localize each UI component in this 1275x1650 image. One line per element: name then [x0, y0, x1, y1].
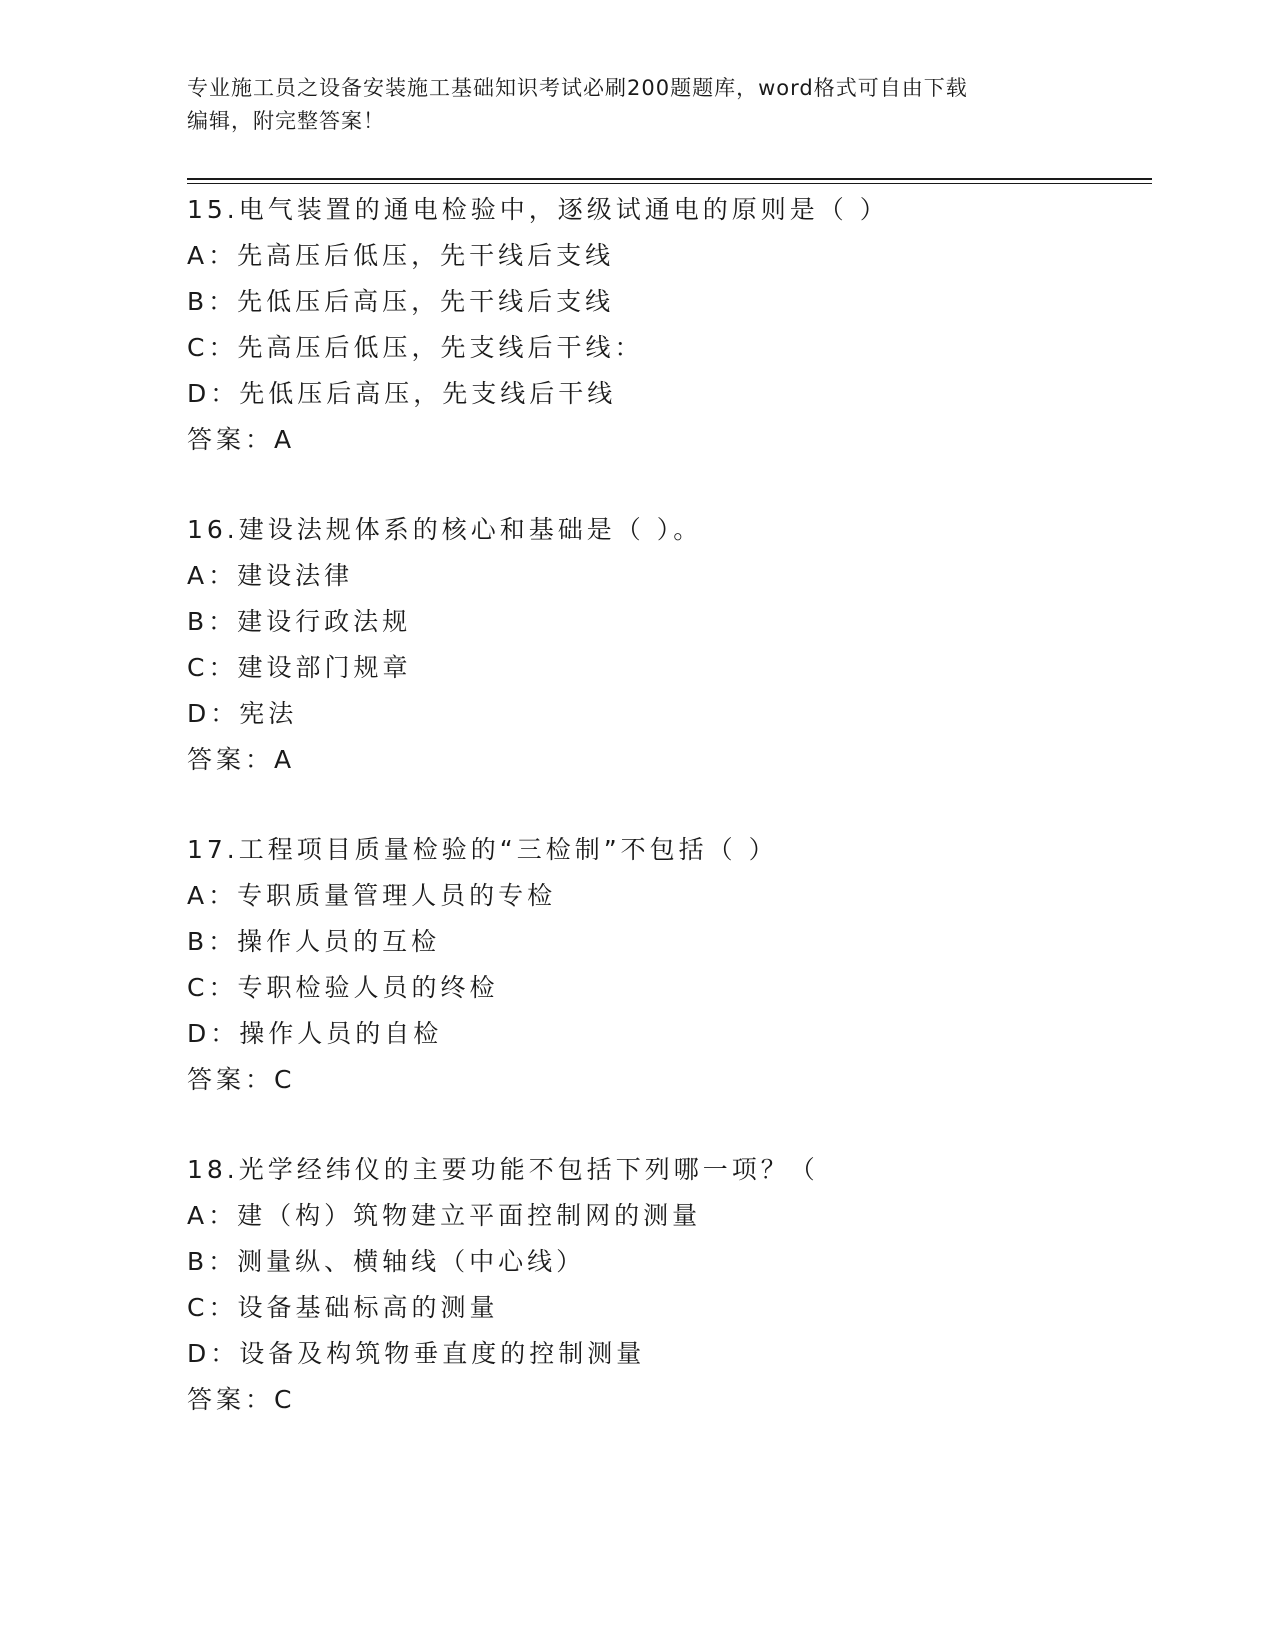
header-line-2: 编辑，附完整答案！: [187, 109, 385, 133]
answer: 答案：C: [187, 1385, 296, 1414]
option-b: B：先低压后高压，先干线后支线: [187, 287, 615, 316]
option-a: A：建（构）筑物建立平面控制网的测量: [187, 1201, 702, 1230]
header-divider: [187, 178, 1152, 184]
option-a: A：先高压后低压，先干线后支线: [187, 241, 615, 270]
question-15: [187, 187, 1147, 463]
option-c: C：设备基础标高的测量: [187, 1293, 499, 1322]
question-18: [187, 1147, 1147, 1423]
header-line-1: 专业施工员之设备安装施工基础知识考试必刷200题题库，word格式可自由下载: [187, 76, 968, 100]
question-17: [187, 827, 1147, 1103]
option-b: B：操作人员的互检: [187, 927, 441, 956]
option-c: C：先高压后低压，先支线后干线：: [187, 333, 644, 362]
option-b: B：建设行政法规: [187, 607, 412, 636]
question-16: [187, 507, 1147, 783]
question-stem: 15.电气装置的通电检验中，逐级试通电的原则是（ ）: [187, 195, 889, 224]
option-d: D：先低压后高压，先支线后干线: [187, 379, 617, 408]
option-d: D：宪法: [187, 699, 298, 728]
option-c: C：专职检验人员的终检: [187, 973, 499, 1002]
question-stem: 18.光学经纬仪的主要功能不包括下列哪一项？（: [187, 1155, 819, 1184]
option-a: A：专职质量管理人员的专检: [187, 881, 557, 910]
option-c: C：建设部门规章: [187, 653, 412, 682]
question-stem: 17.工程项目质量检验的“三检制”不包括（ ）: [187, 835, 778, 864]
answer: 答案：A: [187, 425, 296, 454]
document-header: [187, 72, 1087, 138]
question-stem: 16.建设法规体系的核心和基础是（ ）。: [187, 515, 703, 544]
answer: 答案：A: [187, 745, 296, 774]
option-d: D：设备及构筑物垂直度的控制测量: [187, 1339, 646, 1368]
option-a: A：建设法律: [187, 561, 354, 590]
option-b: B：测量纵、横轴线（中心线）: [187, 1247, 586, 1276]
answer: 答案：C: [187, 1065, 296, 1094]
option-d: D：操作人员的自检: [187, 1019, 443, 1048]
